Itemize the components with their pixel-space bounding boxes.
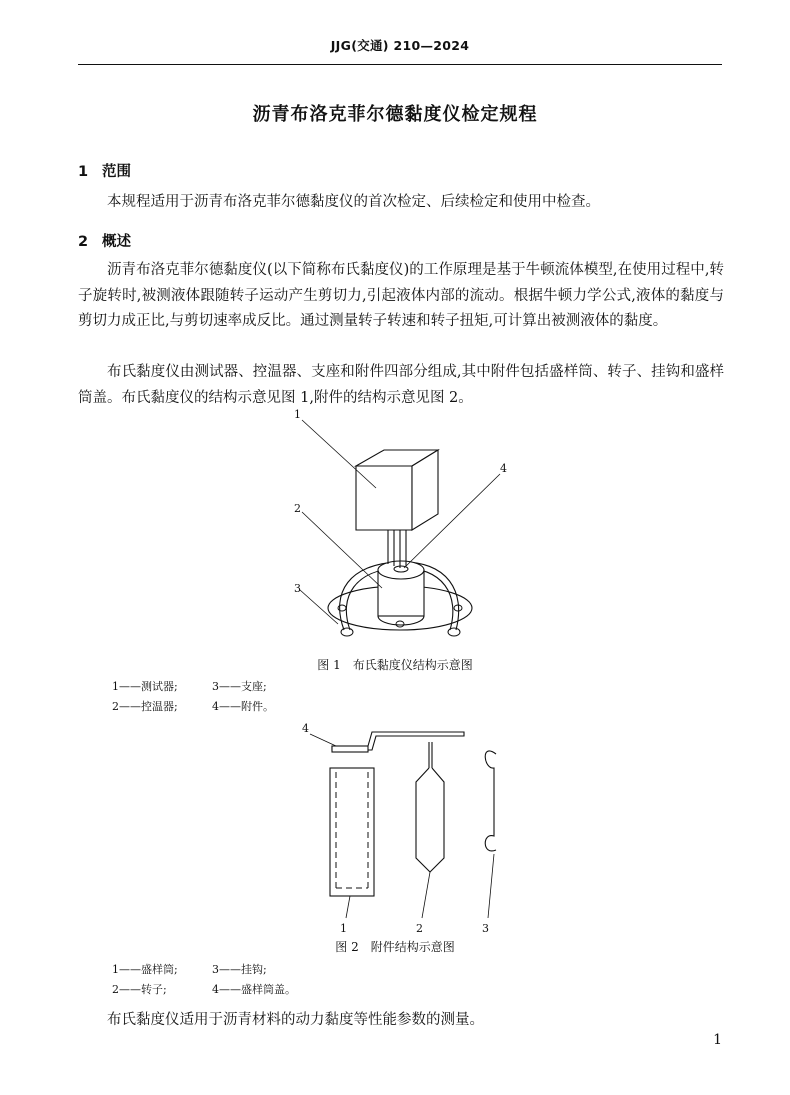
figure-2-accessories-diagram bbox=[296, 720, 506, 938]
fig1-legend-item: 4——附件。 bbox=[212, 700, 274, 713]
figure-1-viscometer-diagram bbox=[280, 402, 520, 652]
section-2-title: 概述 bbox=[102, 234, 131, 250]
fig2-callout-1: 1 bbox=[340, 922, 347, 935]
fig1-callout-4: 4 bbox=[500, 462, 507, 475]
fig1-callout-1: 1 bbox=[294, 408, 301, 421]
figure-2-caption: 图 2 附件结构示意图 bbox=[335, 940, 455, 954]
page-number: 1 bbox=[713, 1032, 722, 1048]
fig1-controller-bottom bbox=[378, 616, 424, 625]
fig1-stand-foot bbox=[341, 628, 353, 636]
fig1-callout-3: 3 bbox=[294, 582, 301, 595]
fig1-base-hole bbox=[454, 605, 462, 611]
section-1-title: 范围 bbox=[102, 164, 131, 180]
section-1-heading bbox=[78, 160, 131, 181]
fig2-spindle-body bbox=[416, 768, 444, 872]
section-2-paragraph-1: 沥青布洛克菲尔德黏度仪(以下简称布氏黏度仪)的工作原理是基于牛顿流体模型,在使用过程中,转子旋转时,被测液体跟随转子运动产生剪切力,引起液体内部的流动。根据牛顿力学公式,液体的黏度与剪切力成正比,与剪切速率成反比。通过测量转子转速和转子扭矩,可计算出被测液体的黏度。 bbox=[78, 262, 724, 329]
fig1-base-hole bbox=[396, 621, 404, 627]
fig2-legend-item: 3——挂钩; bbox=[212, 963, 267, 976]
fig2-hook bbox=[485, 751, 496, 851]
section-2-number: 2 bbox=[78, 234, 89, 250]
fig1-leader-1 bbox=[302, 420, 376, 488]
section-2-heading bbox=[78, 230, 131, 251]
fig2-lid-base bbox=[332, 746, 368, 752]
fig1-stand-foot bbox=[448, 628, 460, 636]
fig1-callout-2: 2 bbox=[294, 502, 301, 515]
section-2-paragraph-2: 布氏黏度仪由测试器、控温器、支座和附件四部分组成,其中附件包括盛样筒、转子、挂钩和盛样筒盖。布氏黏度仪的结构示意见图 1,附件的结构示意见图 2。 bbox=[78, 364, 724, 406]
figure-1-legend bbox=[112, 677, 312, 717]
fig1-legend-item: 1——测试器; bbox=[112, 680, 178, 693]
figure-1-caption: 图 1 布氏黏度仪结构示意图 bbox=[317, 658, 473, 672]
fig1-controller-opening bbox=[394, 566, 408, 572]
fig1-leader-3 bbox=[300, 590, 338, 624]
figure-2-legend bbox=[112, 960, 312, 1000]
fig2-callout-4: 4 bbox=[302, 722, 309, 735]
section-1-number: 1 bbox=[78, 164, 89, 180]
fig1-legend-item: 2——控温器; bbox=[112, 700, 178, 713]
fig2-callout-3: 3 bbox=[482, 922, 489, 935]
fig1-legend-item: 3——支座; bbox=[212, 680, 267, 693]
fig2-leader-3 bbox=[488, 854, 494, 918]
fig2-legend-item: 4——盛样筒盖。 bbox=[212, 983, 296, 996]
fig2-leader-4 bbox=[310, 734, 336, 746]
fig2-callout-2: 2 bbox=[416, 922, 423, 935]
header-rule bbox=[78, 64, 722, 65]
closing-paragraph: 布氏黏度仪适用于沥青材料的动力黏度等性能参数的测量。 bbox=[107, 1012, 484, 1028]
fig2-leader-2 bbox=[422, 872, 430, 918]
fig2-legend-item: 1——盛样筒; bbox=[112, 963, 178, 976]
section-1-paragraph: 本规程适用于沥青布洛克菲尔德黏度仪的首次检定、后续检定和使用中检查。 bbox=[107, 194, 600, 210]
fig1-tester-front bbox=[356, 466, 412, 530]
fig2-sample-cup bbox=[330, 768, 374, 896]
fig2-legend-item: 2——转子; bbox=[112, 983, 167, 996]
page-title: 沥青布洛克菲尔德黏度仪检定规程 bbox=[252, 104, 538, 125]
fig2-leader-1 bbox=[346, 896, 350, 918]
document-code-header: JJG(交通) 210—2024 bbox=[330, 38, 470, 53]
